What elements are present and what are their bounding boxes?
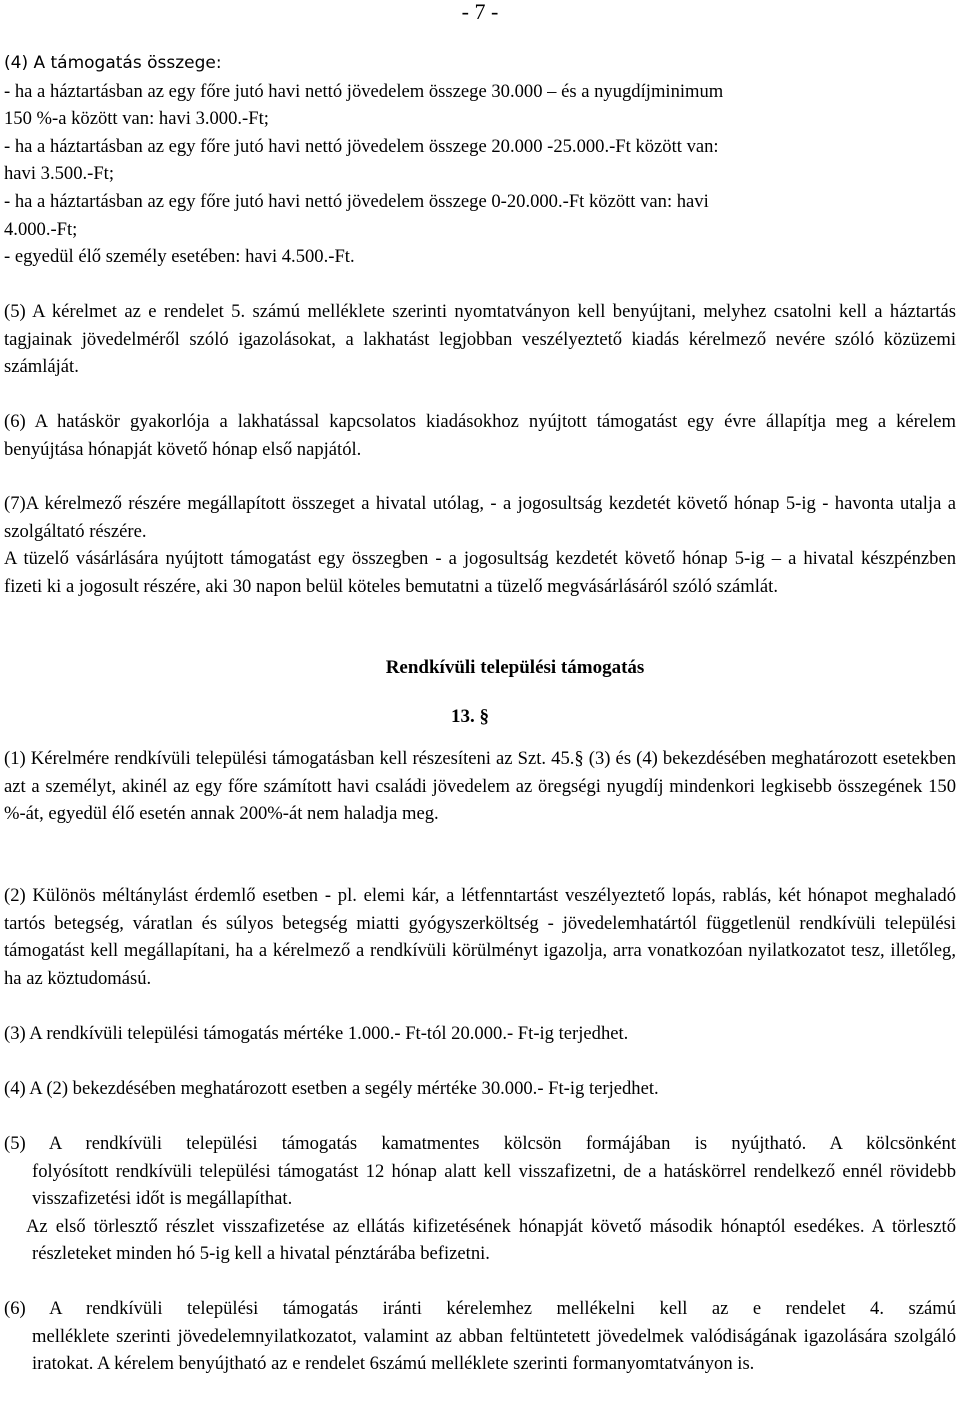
page-number: - 7 -	[461, 0, 499, 24]
s13-p2-text: (2) Különös méltánylást érdemlő esetben - pl. elemi kár, a létfenntartást veszélyeztető lopás, rablás, két hónapot meghaladó tartós betegség, váratlan és súlyos betegség miatti gyógyszerköltség - jövedelemhatártól függetlenül rendkívüli települési támogatást kell megállapítani, ha a kérelmező a rendkívüli körülményt igazolja, arra vonatkozóan nyilatkozatot tesz, illetőleg, ha az köztudomású.	[4, 885, 956, 989]
s13-p5-lead: (5) A rendkívüli települési támogatás kamatmentes kölcsön formájában is nyújtható. A kölcsönként	[4, 1133, 956, 1154]
section-4-line: - egyedül élő személy esetében: havi 4.500.-Ft.	[4, 246, 355, 268]
s13-p4-text: (4) A (2) bekezdésében meghatározott esetben a segély mértéke 30.000.- Ft-ig terjedhet.	[4, 1078, 659, 1099]
section-4-line: 4.000.-Ft;	[4, 218, 78, 240]
section-4-line: - ha a háztartásban az egy főre jutó havi nettó jövedelem összege 30.000 – és a nyugdíjminimum	[4, 80, 724, 102]
section-heading: Rendkívüli települési támogatás	[385, 657, 645, 678]
section-7-text-a: (7)A kérelmező részére megállapított összeget a hivatal utólag, - a jogosultság kezdetét követő hónap 5-ig - havonta utalja a szolgáltató részére.	[4, 493, 956, 542]
section-4	[4, 50, 956, 271]
s13-paragraph-3	[4, 1020, 956, 1048]
section-4-line: havi 3.500.-Ft;	[4, 163, 115, 185]
section-4-line: 150 %-a között van: havi 3.000.-Ft;	[4, 108, 269, 130]
section-7	[4, 490, 956, 600]
s13-p5-b: Az első törlesztő részlet visszafizetése az ellátás kifizetésének hónapját követő második hónaptól esedékes. A törlesztő részleteket minden hó 5-ig kell a hivatal pénztárába befizetni.	[26, 1215, 956, 1265]
s13-p3-text: (3) A rendkívüli települési támogatás mértéke 1.000.- Ft-tól 20.000.- Ft-ig terjedhet.	[4, 1023, 629, 1044]
s13-p6-lead: (6) A rendkívüli települési támogatás iránti kérelemhez mellékelni kell az e rendelet 4. számú	[4, 1298, 956, 1319]
s13-paragraph-6	[4, 1295, 956, 1378]
section-7-text-b: A tüzelő vásárlására nyújtott támogatást egy összegben - a jogosultság kezdetét követő hónap 5-ig – a hivatal készpénzben fizeti ki a jogosult részére, aki 30 napon belül köteles bemutatni a tüzelő megvásárlásáról szóló számlát.	[4, 548, 956, 597]
s13-paragraph-1	[4, 745, 956, 828]
section-4-label: (4) A támogatás összege:	[4, 53, 222, 73]
s13-p5-rest: folyósított rendkívüli települési támogatást 12 hónap alatt kell visszafizetni, de a hatáskörrel rendelkező ennél rövidebb visszafizetési időt is megállapíthat.	[32, 1160, 956, 1210]
s13-p6-rest: melléklete szerinti jövedelemnyilatkozatot, valamint az abban feltüntetett jövedelmek valódiságának igazolására szolgáló iratokat. A kérelem benyújtható az e rendelet 6számú melléklete szerinti formanyomtatványon is.	[32, 1325, 956, 1375]
s13-p1-text: (1) Kérelmére rendkívüli települési támogatásban kell részesíteni az Szt. 45.§ (3) és (4) bekezdésében meghatározott esetekben azt a személyt, akinél az egy főre számított havi családi jövedelem az öregségi nyugdíj mindenkori legkisebb összegének 150 %-át, egyedül élő esetén annak 200%-át nem haladja meg.	[4, 748, 956, 825]
s13-paragraph-2	[4, 882, 956, 992]
section-5-text: (5) A kérelmet az e rendelet 5. számú melléklete szerinti nyomtatványon kell benyújtani, melyhez csatolni kell a háztartás tagjainak jövedelméről szóló igazolásokat, a lakhatást legjobban veszélyeztető kiadás kérelmező nevére szóló közüzemi számláját.	[4, 301, 956, 378]
section-6	[4, 408, 956, 463]
s13-paragraph-4	[4, 1075, 956, 1103]
section-6-text: (6) A hatáskör gyakorlója a lakhatással kapcsolatos kiadásokhoz nyújtott támogatást egy évre állapítja meg a kérelem benyújtása hónapját követő hónap első napjától.	[4, 411, 956, 460]
section-4-line: - ha a háztartásban az egy főre jutó havi nettó jövedelem összege 20.000 -25.000.-Ft között van:	[4, 135, 719, 157]
section-4-line: - ha a háztartásban az egy főre jutó havi nettó jövedelem összege 0-20.000.-Ft között van: havi	[4, 190, 709, 212]
paragraph-number: 13. §	[451, 706, 489, 727]
s13-paragraph-5	[4, 1130, 956, 1268]
section-5	[4, 298, 956, 381]
